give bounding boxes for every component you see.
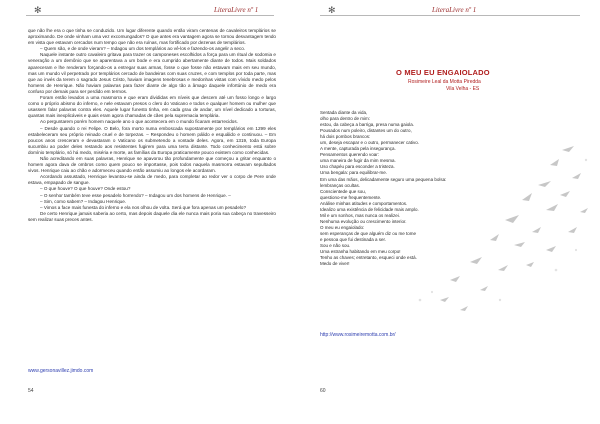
page-number: 54 xyxy=(28,388,34,394)
paragraph: – Vimos a face mais funesta do inferno e ela nos olhou de volta. Será que fora apenas um pesadelo? xyxy=(40,204,247,210)
paragraph: De certo Henrique jamais saberia ao certo, mas depois daquele dia ele nunca mais poria sua cabeça no travesseiro sem realizar suas preces antes. xyxy=(28,210,276,222)
story-text xyxy=(28,28,276,223)
paragraph: Não acreditando em suas palavras, Henrique se apavorou tão profundamente que começou a gritar enquanto o homem agora dava de ombros como quem pouco se importasse, pois todos naquela masmorra estavam sepultados vivos. Henrique caiu ao chão e adormeceu quando então assumiu ao longos ele acordaram. xyxy=(28,155,276,174)
poem-line: Mil e um sonhos, mas nunca os realizei. xyxy=(320,212,401,218)
poem-line: lembranças ocultas. xyxy=(320,182,361,188)
poem-text xyxy=(320,110,520,267)
paragraph: Ao perguntarem porém homem naquele ano o que acontecera em o mundo ficaram estarrecidos. xyxy=(40,119,238,125)
ornament-icon: ✻ xyxy=(328,5,336,15)
paragraph: Foram então levados a uma masmorra e que eram divididas em níveis que descem até um fosso longo e largo como o próprio abismo do inferno, e nele estavam presos o clero do Vaticano e todos e qualquer homem ou mulher que usassem falar palavras contra eles. Aquele lugar funesto tinha, em cada grau de andar, um nível dedicado a torturas, quantas mais inexplicáveis e quais eram agora chamadas de cães pela supremacia templária. xyxy=(28,95,276,119)
poem-line: Pousados num poleiro, distantes um do outro, xyxy=(320,128,412,134)
page-header xyxy=(300,6,600,20)
magazine-title: LiteraLivre nº 1 xyxy=(214,6,259,14)
poem-line: Uma bengala: para equilibrar-me. xyxy=(320,170,388,176)
paragraph: – O que houve? O que houve? Onde estou? xyxy=(40,186,131,192)
poem-line: sem esperanças de que alguém diz ou me tome xyxy=(320,230,417,236)
paragraph: – O senhor também teve esse pesadelo horrendo? – Indagou um dos homens de Henrique. – xyxy=(40,192,231,198)
right-page xyxy=(300,0,600,424)
poem-line: Nenhuma evolução ou crescimento interior. xyxy=(320,218,407,224)
poem-line: e pessoa que fui destinada a ser. xyxy=(320,236,387,242)
poem-line: Pensamentos querendo voar: xyxy=(320,152,380,158)
poem-line: Idealizo uma existência de felicidade mais amplo. xyxy=(320,206,419,212)
poem-line: Tenho as chaves; entretanto, esqueci onde está. xyxy=(320,255,417,261)
poem-author: Rosimeire Leal da Motta Piredda xyxy=(408,79,481,85)
header-rule xyxy=(26,15,274,16)
poem-line: uma maneira de fugir da mim mesma. xyxy=(320,158,396,164)
poem-line: Sentada diante da vida, xyxy=(320,110,368,115)
paragraph: – Desde quando o rei Felipe. O Belo, fora morto numa emboscada supostamente por templários em 1299 eles estabeleceram seu próprio reinado cruel e de torpezas. – Respondeu o homem pálido e esquálido e continuou. – Em poucos anos cresceram e devastaram o Vaticano os submetendo a vontade deles. Agora, em 1319, toda Europa sucumbiu ao poder deles restando aos resistentes fugirem para uma terra distante. Todo conhecimento está sobre domínio templário, só há medo, miséria e morte, as famílias da Europa praticamente pouco existem como conhecidas. xyxy=(28,125,276,155)
magazine-title: LiteraLivre nº 1 xyxy=(432,6,477,14)
paragraph: Naquele instante outro cavaleiro gritava para trazer os camponeses escolhidos a força para um ritual de sodomia e veneração a um demônio que se aparentava a um bode e era cumprido abertamente diante de todos. Mais soldados apareceram e lhe renderam forçando-os a entregar suas armas, fosse o que fosse não estavam mais em seu mundo, mas um mundo vil perpetrado por templários cercado de bandeiras com suas cruzes, e com templos por toda parte, mas que ao invés da terem o sagrado Jesus Cristo, haviam imagens tenebrosas e medonhas vistas com vívido medo pelos homens de Henrique. Não haviam palavras para fazer diante de algo tão a âmago daquele infortúnio de medo era confuso por demais para ser perdido em termos. xyxy=(28,52,276,94)
poem-line: Análise minhas atitudes e comportamentos. xyxy=(320,200,408,206)
page-header xyxy=(0,6,300,20)
poem-line: Uso chapéu para esconder a tristeza. xyxy=(320,164,395,170)
poem-line: um, deseja escapar e o outro, permanecer cativo. xyxy=(320,140,420,146)
author-website-link[interactable]: http://www.rosimeiremotta.com.br/ xyxy=(320,332,396,338)
poem-line: Sou e não sou. xyxy=(320,243,351,249)
poem-line: estou, da cabeça a barriga, presa numa gaiola. xyxy=(320,122,415,128)
poem-line: Medo de viver! xyxy=(320,261,350,267)
poem-line: há dois pombos brancos: xyxy=(320,134,371,140)
paragraph: que não lhe era o que tinha se conduzido. Um lugar diferente quando então viram centenas de cavaleiros templários se aproximando. De onde vinham uma vez excomungados? O que antes era vantagem agora se tornou desvantagem tendo em vista que estavam cercados num tempo que não era ruínas, mas fortificado por dezenas de templários. xyxy=(28,28,276,46)
ornament-icon: ✻ xyxy=(34,5,42,15)
page-number: 60 xyxy=(320,388,326,394)
paragraph: – Sim, como sabem? – Indagou Henrique. xyxy=(40,198,127,204)
poem-line: Em uma das mãos, delicadamente seguro uma pequena bolsa: xyxy=(320,176,447,182)
author-website-link[interactable]: www.gersonavillez.jimdo.com xyxy=(28,368,94,374)
poem-line: O meu eu engaiolado: xyxy=(320,224,365,230)
poem-line: Uma estranha habitando em meu corpo! xyxy=(320,249,401,255)
poem-location: Vila Velha - ES xyxy=(446,86,480,92)
poem-line: questiono-me frequentemente. xyxy=(320,194,382,200)
poem-title: O MEU EU ENGAIOLADO xyxy=(396,68,490,77)
poem-line: Conscientede que sou, xyxy=(320,188,367,194)
poem-line: A mente, capturada pela insegurança. xyxy=(320,146,396,152)
poem-line: olho para dentro de mim: xyxy=(320,116,371,122)
paragraph: – Quem são, e de onde vieram? – Indagou um dos templários ao vê-los e fazendo-os angelir a seco. xyxy=(40,46,246,52)
paragraph: Acordando assustado, Henrique levantou-se ainda de medo, para completar ao redor ver o corpo de Pere onde estava, empapado de sangue. xyxy=(28,174,276,186)
header-rule xyxy=(320,15,580,16)
